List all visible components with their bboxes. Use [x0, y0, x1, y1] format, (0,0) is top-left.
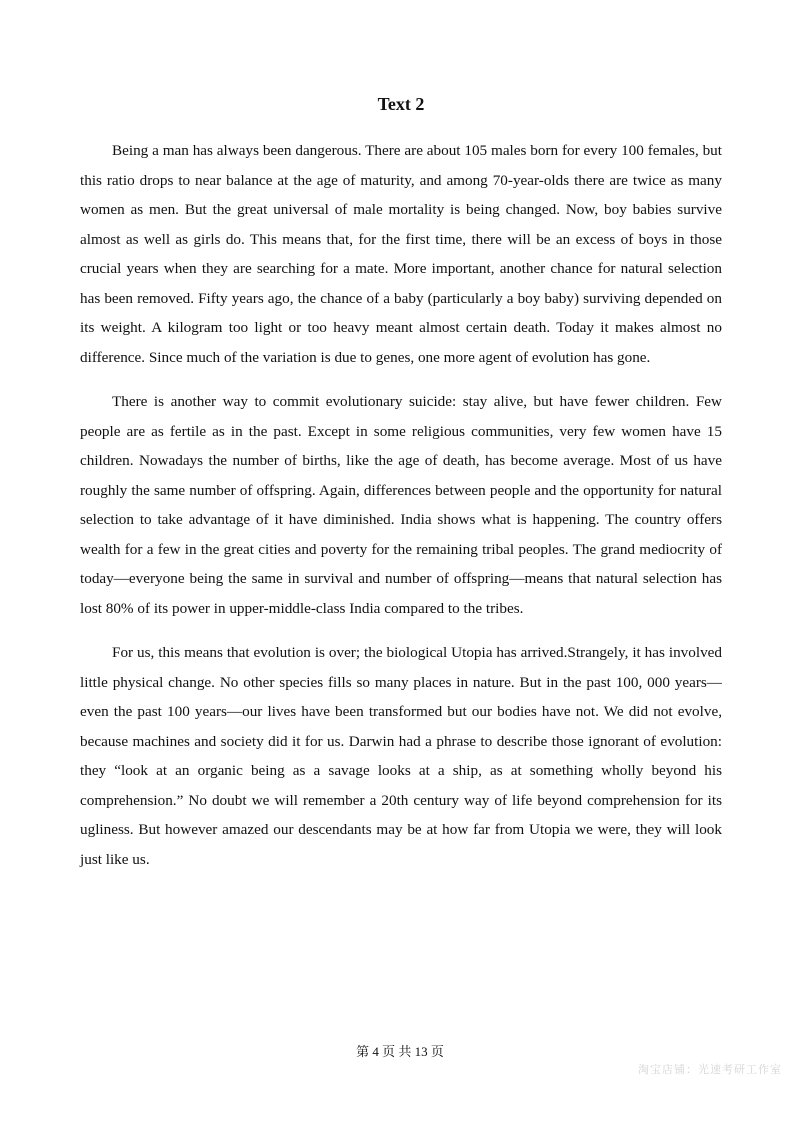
paragraph-1: Being a man has always been dangerous. There are about 105 males born for every 100 females, but this ratio drops to near balance at the age of maturity, and among 70-year-olds there are twice as many women as men. But the great universal of male mortality is being changed. Now, boy babies survive almost as well as girls do. This means that, for the first time, there will be an excess of boys in those crucial years when they are searching for a mate. More important, another chance for natural selection has been removed. Fifty years ago, the chance of a baby (particularly a boy baby) surviving depended on its weight. A kilogram too light or too heavy meant almost certain death. Today it makes almost no difference. Since much of the variation is due to genes, one more agent of evolution has gone.: [80, 142, 722, 366]
paragraph-3: For us, this means that evolution is over; the biological Utopia has arrived.Strangely, it has involved little physical change. No other species fills so many places in nature. But in the past 100, 000 years—even the past 100 years—our lives have been transformed but our bodies have not. We did not evolve, because machines and society did it for us. Darwin had a phrase to describe those ignorant of evolution: they “look at an organic being as a savage looks at a ship, as at something wholly beyond his comprehension.” No doubt we will remember a 20th century way of life beyond comprehension for its ugliness. But however amazed our descendants may be at how far from Utopia we were, they will look just like us.: [80, 644, 722, 868]
watermark-text: 淘宝店铺：光速考研工作室: [638, 1063, 782, 1076]
paragraph-2: There is another way to commit evolutionary suicide: stay alive, but have fewer children. Few people are as fertile as in the past. Except in some religious communities, very few women have 15 children. Nowadays the number of births, like the age of death, has become average. Most of us have roughly the same number of offspring. Again, differences between people and the opportunity for natural selection to take advantage of it have diminished. India shows what is happening. The country offers wealth for a few in the great cities and poverty for the remaining tribal peoples. The grand mediocrity of today—everyone being the same in survival and number of offspring—means that natural selection has lost 80% of its power in upper-middle-class India compared to the tribes.: [80, 393, 722, 617]
page-number-footer: 第 4 页 共 13 页: [356, 1044, 444, 1059]
document-page: [80, 92, 722, 889]
page-title: Text 2: [377, 94, 425, 114]
